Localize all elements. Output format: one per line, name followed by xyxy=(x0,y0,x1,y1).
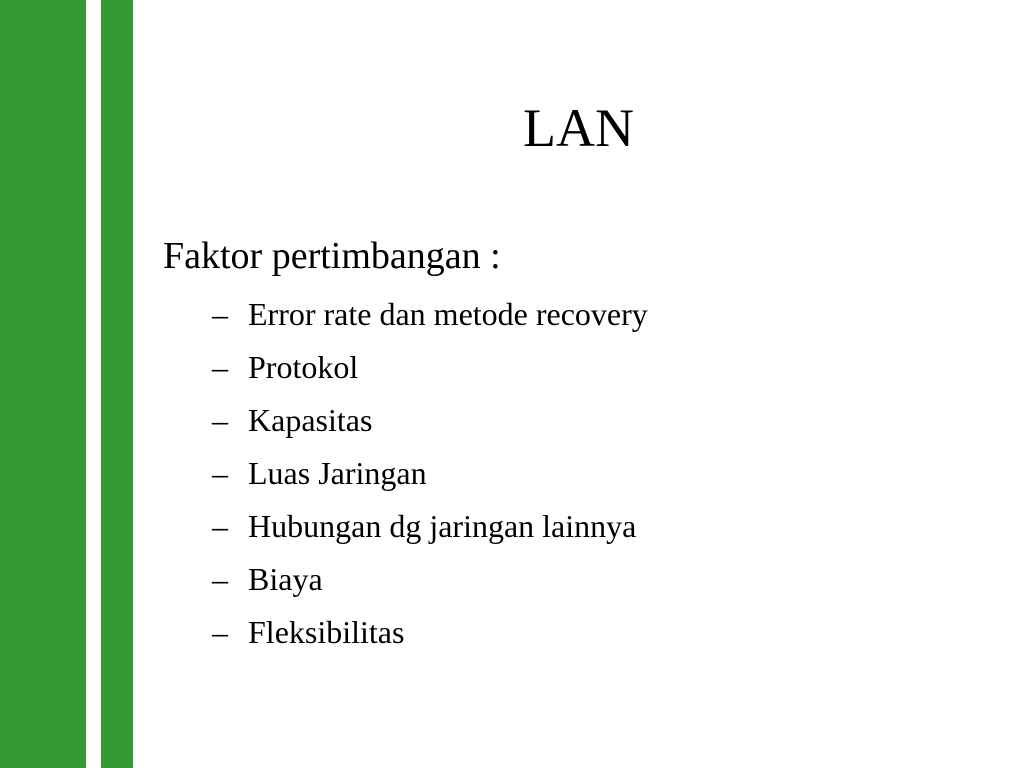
list-item xyxy=(212,606,648,659)
lead-text: Faktor pertimbangan : xyxy=(163,235,501,277)
list-item-label: Kapasitas xyxy=(248,402,373,438)
list-item-label: Biaya xyxy=(248,561,323,597)
dash-marker: – xyxy=(212,349,228,385)
list-item-label: Fleksibilitas xyxy=(248,614,405,650)
list-item xyxy=(212,447,648,500)
list-item-label: Protokol xyxy=(248,349,359,385)
list-item-label: Error rate dan metode recovery xyxy=(248,296,648,332)
list-item xyxy=(212,288,648,341)
dash-marker: – xyxy=(212,561,228,597)
list-item-label: Hubungan dg jaringan lainnya xyxy=(248,508,637,544)
dash-marker: – xyxy=(212,508,228,544)
dash-marker: – xyxy=(212,402,228,438)
dash-marker: – xyxy=(212,296,228,332)
list-item xyxy=(212,553,648,606)
bullet-list xyxy=(212,288,648,659)
dash-marker: – xyxy=(212,614,228,650)
list-item xyxy=(212,341,648,394)
green-side-bar-right xyxy=(101,0,133,768)
list-item-label: Luas Jaringan xyxy=(248,455,427,491)
list-item xyxy=(212,500,648,553)
list-item xyxy=(212,394,648,447)
dash-marker: – xyxy=(212,455,228,491)
green-side-bar-left xyxy=(0,0,86,768)
slide-title: LAN xyxy=(523,98,634,158)
